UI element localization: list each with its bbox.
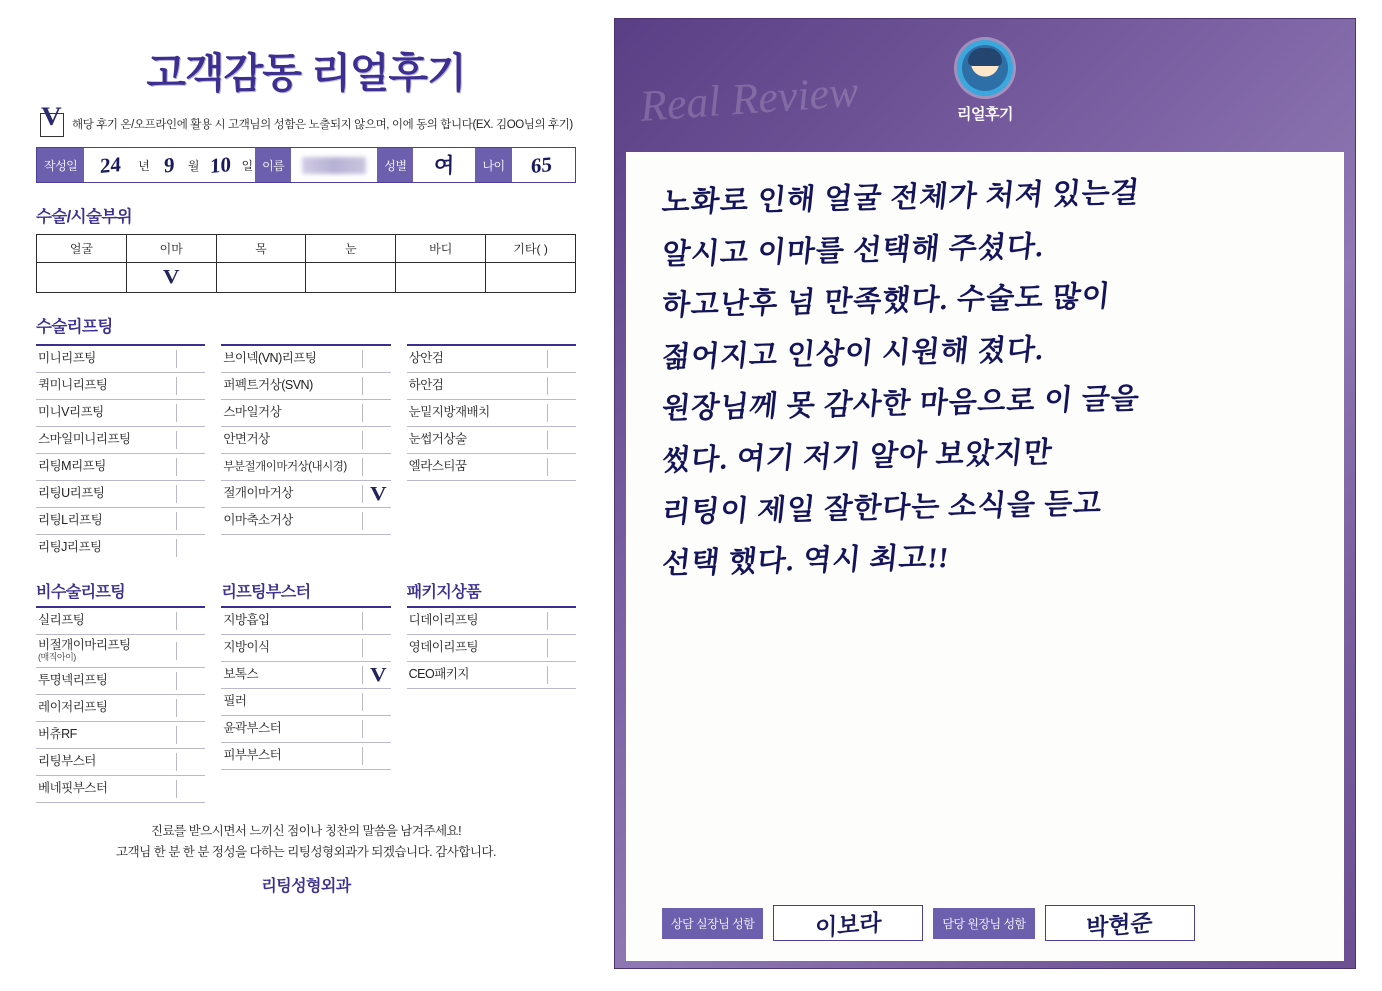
list-item[interactable] — [36, 668, 205, 695]
item-label: 레이저리프팅 — [38, 700, 108, 715]
consent-checkbox[interactable] — [40, 102, 64, 137]
item-label: 필러 — [223, 694, 247, 709]
doctor-signature: 박현준 — [1086, 909, 1154, 941]
item-label: 투명넥리프팅 — [38, 673, 108, 688]
footer-line-2: 고객님 한 분 한 분 정성을 다하는 리팅성형외과가 되겠습니다. 감사합니다. — [116, 845, 496, 860]
item-label: 지방이식 — [223, 640, 270, 655]
review-line: 리팅이 제일 잘한다는 소식을 듣고 — [660, 487, 1104, 529]
date-day-value: 10 — [209, 151, 232, 178]
item-label: 눈밑지방재배치 — [408, 405, 490, 420]
list-item[interactable] — [221, 373, 390, 400]
review-line: 썼다. 여기 저기 알아 보았지만 — [660, 436, 1055, 478]
consent-check-mark: V — [41, 102, 62, 131]
name-label: 이름 — [255, 148, 291, 182]
list-item[interactable] — [407, 635, 576, 662]
avatar-face-icon — [962, 45, 1008, 91]
date-year-value: 24 — [99, 151, 121, 178]
nonsurgical-title: 비수술리프팅 — [36, 584, 126, 601]
item-label: 퀵미니리프팅 — [38, 378, 108, 393]
name-redaction — [302, 157, 366, 174]
gender-value: 여 — [434, 153, 455, 179]
watermark-text: Real Review — [638, 66, 860, 131]
review-line: 노화로 인해 얼굴 전체가 처져 있는걸 — [660, 177, 1142, 219]
consultant-signature: 이보라 — [814, 909, 882, 941]
column-booster — [221, 579, 390, 803]
list-item[interactable] — [221, 662, 390, 689]
consultant-label: 상담 실장님 성함 — [662, 908, 763, 939]
item-label: 이마축소거상 — [223, 513, 293, 528]
item-label: 절개이마거상 — [223, 486, 293, 501]
area-check-cell[interactable] — [396, 263, 486, 293]
item-label: 미니V리프팅 — [38, 405, 104, 420]
signature-row — [662, 905, 1314, 941]
footer-line-1: 진료를 받으시면서 느끼신 점이나 칭찬의 말씀을 남겨주세요! — [150, 824, 462, 838]
list-item[interactable] — [221, 608, 390, 635]
area-check-cell[interactable] — [216, 263, 306, 293]
list-item[interactable] — [36, 722, 205, 749]
area-header-cell: 목 — [216, 235, 306, 263]
item-check: V — [369, 663, 386, 686]
area-header-cell: 바디 — [396, 235, 486, 263]
item-label: 베네핏부스터 — [38, 781, 108, 796]
list-item[interactable] — [221, 454, 390, 481]
item-label: 피부부스터 — [223, 748, 282, 763]
area-header-cell: 이마 — [126, 235, 216, 263]
column-surgical-3 — [407, 344, 576, 561]
item-label: 리팅M리프팅 — [38, 459, 106, 474]
item-sublabel: (매직아이) — [38, 651, 76, 662]
list-item[interactable] — [36, 635, 205, 668]
item-label: 리팅U리프팅 — [38, 486, 105, 501]
list-item[interactable] — [36, 427, 205, 454]
list-item[interactable] — [407, 662, 576, 689]
list-item[interactable] — [36, 776, 205, 803]
list-item[interactable] — [36, 481, 205, 508]
item-label: 스마일거상 — [223, 405, 282, 420]
avatar — [957, 40, 1013, 96]
surgical-lifting-title: 수술리프팅 — [36, 318, 113, 336]
item-label: 부분절개이마거상(내시경) — [223, 460, 347, 473]
column-surgical-1 — [36, 344, 205, 561]
surgical-lifting-columns — [36, 344, 576, 561]
list-item[interactable] — [36, 508, 205, 535]
item-label: 리팅J리프팅 — [38, 540, 102, 555]
list-item[interactable] — [221, 743, 390, 770]
list-item[interactable] — [407, 454, 576, 481]
item-label: 퍼펙트거상(SVN) — [223, 378, 313, 393]
handwritten-note — [626, 152, 1344, 961]
area-table — [36, 234, 576, 293]
year-unit: 년 — [138, 158, 150, 173]
list-item[interactable] — [407, 400, 576, 427]
date-month-value: 9 — [163, 151, 175, 178]
list-item[interactable] — [36, 535, 205, 561]
list-item[interactable] — [221, 508, 390, 535]
consultant-signature-box[interactable] — [773, 905, 923, 941]
area-check-cell[interactable] — [126, 263, 216, 293]
column-nonsurgical — [36, 579, 205, 803]
item-label: 버츄RF — [38, 727, 77, 742]
column-package — [407, 579, 576, 803]
age-label: 나이 — [475, 148, 511, 182]
review-line: 선택 했다. 역시 최고!! — [660, 542, 951, 581]
item-label: 엘라스티꿈 — [408, 459, 467, 474]
package-title: 패키지상품 — [406, 584, 481, 601]
item-label: 실리프팅 — [38, 613, 85, 628]
card-brand-label: 리얼후기 — [957, 106, 1013, 123]
review-form — [0, 0, 600, 991]
area-check-cell[interactable] — [306, 263, 396, 293]
review-text — [662, 178, 1314, 591]
review-card — [614, 18, 1356, 969]
review-card-area — [600, 0, 1382, 991]
item-label: 영데이리프팅 — [408, 640, 479, 655]
list-item[interactable] — [221, 635, 390, 662]
item-label: 하안검 — [408, 378, 444, 393]
review-line: 알시고 이마를 선택해 주셨다. — [660, 230, 1046, 271]
nonsurgical-columns — [36, 579, 576, 803]
item-label: CEO패키지 — [408, 667, 469, 682]
clinic-brand: 리팅성형외과 — [261, 877, 351, 895]
list-item[interactable] — [36, 608, 205, 635]
item-label: 스마일미니리프팅 — [38, 432, 131, 447]
list-item[interactable] — [221, 481, 390, 508]
area-check-cell[interactable] — [37, 263, 127, 293]
form-title: 고객감동 리얼후기 — [146, 50, 466, 96]
list-item[interactable] — [36, 400, 205, 427]
list-item[interactable] — [407, 427, 576, 454]
list-item[interactable] — [221, 400, 390, 427]
list-item[interactable] — [36, 749, 205, 776]
item-label: 디데이리프팅 — [408, 613, 479, 628]
gender-label: 성별 — [377, 148, 413, 182]
list-item[interactable] — [36, 373, 205, 400]
list-item[interactable] — [407, 373, 576, 400]
item-check: V — [369, 482, 386, 505]
list-item[interactable] — [36, 346, 205, 373]
month-unit: 월 — [187, 158, 200, 173]
item-label: 미니리프팅 — [38, 351, 96, 366]
item-label: 리팅L리프팅 — [38, 513, 103, 528]
area-header-cell: 기타( ) — [486, 235, 576, 263]
list-item[interactable] — [407, 608, 576, 635]
avatar-hair — [968, 48, 1002, 66]
area-header-row — [37, 235, 576, 263]
doctor-signature-box[interactable] — [1045, 905, 1195, 941]
area-header-cell: 눈 — [306, 235, 396, 263]
area-header-cell: 얼굴 — [37, 235, 127, 263]
card-header — [626, 28, 1344, 152]
day-unit: 일 — [241, 158, 254, 173]
booster-title: 리프팅부스터 — [221, 584, 311, 601]
review-line: 원장님께 못 감사한 마음으로 이 글을 — [660, 383, 1142, 426]
doctor-label: 담당 원장님 성함 — [933, 908, 1034, 939]
consent-text: 해당 후기 온/오프라인에 활용 시 고객님의 성함은 노출되지 않으며, 이에 동의 합니다(EX. 김OO님의 후기) — [72, 119, 573, 131]
item-label: 비절개이마리프팅 (매직아이) — [36, 639, 174, 663]
list-item[interactable] — [221, 689, 390, 716]
list-item[interactable] — [221, 346, 390, 373]
item-label: 상안검 — [408, 351, 444, 366]
item-label: 윤곽부스터 — [223, 721, 282, 736]
meta-bar — [36, 147, 576, 183]
area-check-row — [37, 263, 576, 293]
list-item[interactable] — [221, 716, 390, 743]
item-label: 리팅부스터 — [38, 754, 96, 769]
item-label: 안면거상 — [223, 432, 270, 447]
item-label: 브이넥(VN)리프팅 — [223, 351, 317, 366]
item-label: 보톡스 — [223, 667, 259, 682]
consent-row — [40, 102, 576, 137]
item-label: 눈썹거상술 — [408, 432, 467, 447]
item-label: 지방흡입 — [223, 613, 270, 628]
area-section-title: 수술/시술부위 — [36, 208, 133, 226]
date-label: 작성일 — [37, 148, 84, 182]
age-value: 65 — [530, 151, 553, 178]
review-line: 하고난후 넘 만족했다. 수술도 많이 — [660, 280, 1113, 323]
list-item[interactable] — [36, 695, 205, 722]
area-check-cell[interactable] — [486, 263, 576, 293]
list-item[interactable] — [36, 454, 205, 481]
review-line: 젊어지고 인상이 시원해 졌다. — [660, 333, 1046, 374]
area-check-mark: V — [162, 266, 180, 288]
list-item[interactable] — [407, 346, 576, 373]
column-surgical-2 — [221, 344, 390, 561]
name-value — [291, 148, 377, 182]
form-footer — [36, 821, 576, 900]
list-item[interactable] — [221, 427, 390, 454]
